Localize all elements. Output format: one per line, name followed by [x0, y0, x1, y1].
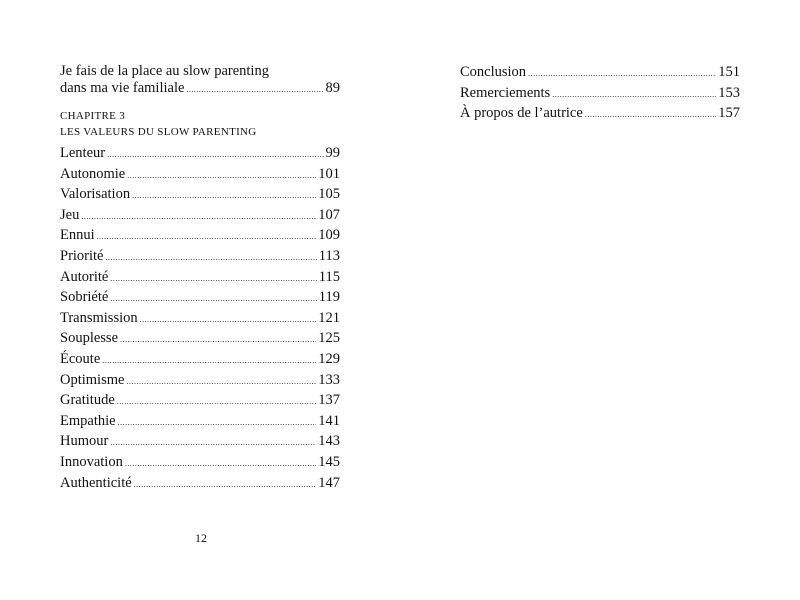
toc-entry-list	[460, 63, 740, 125]
chapter-label: CHAPITRE 3	[60, 110, 126, 122]
toc-entry-title: Autorité	[60, 268, 109, 285]
toc-entry	[60, 247, 340, 268]
dot-leader	[110, 289, 316, 309]
dot-leader	[106, 248, 317, 268]
toc-entry	[60, 391, 340, 412]
toc-entry-title: Écoute	[60, 350, 101, 367]
toc-entry	[60, 371, 340, 392]
toc-entry	[60, 144, 340, 165]
toc-right-column	[460, 63, 740, 125]
toc-entry	[60, 185, 340, 206]
dot-leader	[107, 145, 323, 165]
toc-entry	[60, 309, 340, 330]
toc-entry	[60, 453, 340, 474]
dot-leader	[117, 392, 316, 412]
dot-leader	[140, 310, 317, 330]
toc-entry-page: 121	[318, 309, 340, 326]
dot-leader	[120, 330, 316, 350]
toc-entry-page: 107	[318, 206, 340, 223]
toc-entry	[60, 350, 340, 371]
toc-left-column	[60, 63, 340, 494]
dot-leader	[585, 105, 716, 125]
toc-entry	[60, 226, 340, 247]
toc-entry-page: 105	[318, 186, 340, 203]
dot-leader	[127, 166, 316, 186]
toc-entry-page: 145	[318, 453, 340, 470]
toc-entry-title: Authenticité	[60, 474, 132, 491]
toc-entry	[60, 268, 340, 289]
dot-leader	[552, 85, 716, 105]
toc-entry-page: 141	[318, 412, 340, 429]
toc-entry-page: 109	[318, 227, 340, 244]
toc-entry-page: 125	[318, 330, 340, 347]
toc-entry	[60, 412, 340, 433]
dot-leader	[110, 433, 316, 453]
dot-leader	[97, 227, 317, 247]
toc-entry-page: 115	[318, 268, 340, 285]
toc-entry	[60, 432, 340, 453]
toc-entry-list	[60, 144, 340, 494]
toc-entry-page: 101	[318, 165, 340, 182]
dot-leader	[528, 64, 716, 84]
toc-entry-page: 143	[318, 433, 340, 450]
toc-entry-title: Lenteur	[60, 145, 106, 161]
toc-entry-title: Souplesse	[60, 330, 118, 347]
toc-entry-title: Remerciements	[460, 84, 551, 101]
dot-leader	[126, 372, 316, 392]
chapter-heading	[60, 108, 340, 140]
toc-entry-page: 133	[318, 371, 340, 388]
toc-entry-title: Empathie	[60, 412, 116, 429]
dot-leader	[134, 475, 317, 495]
toc-entry-title: Gratitude	[60, 392, 115, 409]
dot-leader	[81, 207, 316, 227]
toc-entry-title: Conclusion	[460, 64, 527, 80]
toc-entry-title: Valorisation	[60, 186, 131, 203]
toc-entry-page: 137	[318, 392, 340, 409]
toc-entry	[460, 84, 740, 105]
toc-entry-title-line2: dans ma vie familiale	[60, 80, 185, 96]
toc-entry-title: Sobriété	[60, 289, 109, 306]
toc-entry	[60, 206, 340, 227]
chapter-title: LES VALEURS DU SLOW PARENTING	[60, 126, 257, 138]
toc-entry-title: Autonomie	[60, 165, 126, 182]
toc-entry-page: 89	[325, 80, 340, 96]
toc-entry	[60, 165, 340, 186]
toc-entry	[60, 329, 340, 350]
dot-leader	[132, 186, 316, 206]
dot-leader	[118, 413, 317, 433]
toc-entry-title: Humour	[60, 433, 109, 450]
toc-entry-title: Innovation	[60, 453, 123, 470]
toc-entry-title: Priorité	[60, 247, 104, 264]
toc-entry-title: Transmission	[60, 309, 138, 326]
toc-entry-title: Ennui	[60, 227, 95, 244]
toc-entry-page: 99	[325, 145, 340, 161]
page-number: 12	[195, 531, 207, 545]
toc-entry	[60, 474, 340, 495]
dot-leader	[110, 269, 316, 289]
toc-entry-line2	[60, 80, 340, 98]
toc-entry-page: 119	[318, 289, 340, 306]
toc-entry-title: Optimisme	[60, 371, 125, 388]
toc-entry-title: Jeu	[60, 206, 80, 223]
toc-entry-page: 113	[318, 247, 340, 264]
toc-entry	[460, 104, 740, 125]
toc-entry-title-line1: Je fais de la place au slow parenting	[60, 63, 269, 79]
toc-entry-page: 147	[318, 474, 340, 491]
dot-leader	[102, 351, 316, 371]
toc-entry	[460, 63, 740, 84]
dot-leader	[186, 81, 323, 98]
toc-entry-page: 157	[718, 105, 740, 122]
toc-entry-title: À propos de l’autrice	[460, 105, 583, 122]
dot-leader	[125, 454, 316, 474]
toc-entry-page: 151	[718, 64, 740, 80]
toc-entry-slow-parenting-famille	[60, 63, 340, 98]
toc-entry-page: 153	[718, 84, 740, 101]
toc-entry	[60, 288, 340, 309]
toc-entry-page: 129	[318, 350, 340, 367]
